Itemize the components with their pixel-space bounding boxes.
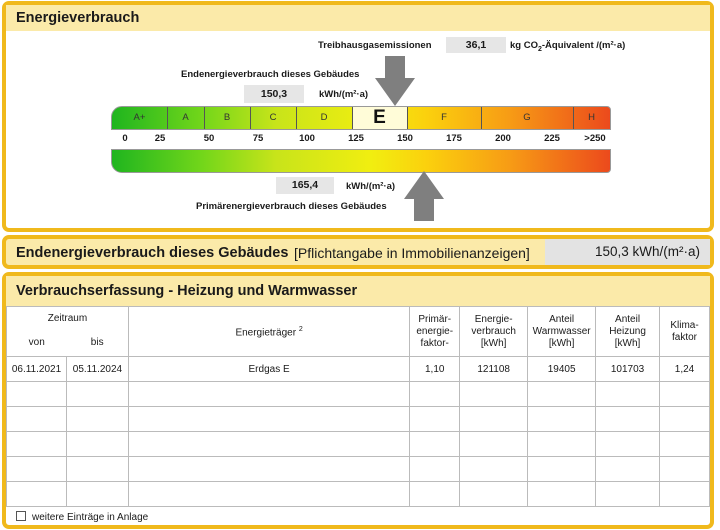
primary-energy-unit: kWh/(m²·a) <box>346 181 396 192</box>
empty-cell <box>460 407 528 432</box>
empty-cell <box>460 432 528 457</box>
empty-cell <box>460 457 528 482</box>
scale-tick: 50 <box>203 133 215 144</box>
empty-cell <box>128 432 409 457</box>
class-a: A <box>182 112 189 123</box>
cell-carrier: Erdgas E <box>128 357 409 382</box>
end-energy-value: 150,3 <box>244 85 304 103</box>
consumption-rows <box>7 357 710 507</box>
empty-cell <box>528 382 596 407</box>
more-entries-label: weitere Einträge in Anlage <box>32 512 149 523</box>
primary-energy-value: 165,4 <box>276 177 334 194</box>
more-entries-checkbox[interactable] <box>16 511 26 521</box>
scale-tick: >250 <box>584 133 606 144</box>
header-carrier: Energieträger $^2$ <box>128 307 409 357</box>
cell-pef: 1,10 <box>410 357 460 382</box>
scale-tick: 0 <box>122 133 128 144</box>
scale-tick: 75 <box>252 133 264 144</box>
class-divider <box>573 107 574 129</box>
class-divider <box>407 107 408 129</box>
primary-energy-arrow <box>404 171 444 221</box>
class-divider <box>250 107 251 129</box>
class-divider <box>296 107 297 129</box>
efficiency-scale-lower <box>111 149 611 173</box>
class-divider <box>167 107 168 129</box>
table-row <box>7 357 710 382</box>
empty-cell <box>7 457 67 482</box>
class-divider <box>481 107 482 129</box>
header-heating: Anteil Heizung [kWh] <box>596 307 660 357</box>
empty-cell <box>460 382 528 407</box>
header-climate: Klima- faktor <box>660 307 710 357</box>
scale-tick: 100 <box>299 133 315 144</box>
cell-from: 06.11.2021 <box>7 357 67 382</box>
more-entries[interactable] <box>16 511 148 523</box>
end-energy-label: Endenergieverbrauch dieses Gebäudes <box>181 69 360 80</box>
empty-cell <box>528 457 596 482</box>
ghg-unit: kg $CO_2$-Äquivalent /(m²·a) <box>510 40 626 53</box>
empty-cell <box>596 432 660 457</box>
efficiency-scale <box>111 106 611 130</box>
consumption-table <box>6 306 710 507</box>
scale-tick: 200 <box>495 133 511 144</box>
class-b: B <box>223 112 231 123</box>
empty-cell <box>66 407 128 432</box>
cell-water: 19405 <box>528 357 596 382</box>
empty-cell <box>596 382 660 407</box>
cell-heating: 101703 <box>596 357 660 382</box>
table-row-empty <box>7 482 710 507</box>
table-row-empty <box>7 432 710 457</box>
empty-cell <box>410 432 460 457</box>
cell-to: 05.11.2024 <box>66 357 128 382</box>
class-g: G <box>523 112 531 123</box>
scale-tick: 25 <box>154 133 166 144</box>
class-divider <box>204 107 205 129</box>
class-h: H <box>588 112 595 123</box>
summary-value: 150,3 kWh/(m²·a) <box>545 239 710 265</box>
empty-cell <box>7 382 67 407</box>
empty-cell <box>528 407 596 432</box>
end-energy-arrow <box>375 56 415 106</box>
empty-cell <box>128 382 409 407</box>
table-row-empty <box>7 407 710 432</box>
empty-cell <box>460 482 528 507</box>
end-energy-unit: kWh/(m²·a) <box>319 89 369 100</box>
empty-cell <box>660 407 710 432</box>
class-d: D <box>320 112 328 123</box>
empty-cell <box>596 457 660 482</box>
table-row-empty <box>7 457 710 482</box>
empty-cell <box>660 457 710 482</box>
energy-panel-title: Energieverbrauch <box>6 5 710 31</box>
primary-energy-label: Primärenergieverbrauch dieses Gebäudes <box>196 201 387 212</box>
empty-cell <box>66 457 128 482</box>
empty-cell <box>128 482 409 507</box>
empty-cell <box>596 407 660 432</box>
empty-cell <box>410 482 460 507</box>
ghg-label: Treibhausgasemissionen <box>318 40 432 51</box>
summary-title: Endenergieverbrauch dieses Gebäudes <box>16 245 289 261</box>
energy-panel <box>2 1 714 232</box>
empty-cell <box>66 382 128 407</box>
header-to: bis <box>66 331 128 357</box>
class-c: C <box>269 112 277 123</box>
class-aplus: A+ <box>133 112 146 123</box>
cell-climate: 1,24 <box>660 357 710 382</box>
class-divider <box>352 107 353 129</box>
empty-cell <box>128 457 409 482</box>
scale-tick: 175 <box>446 133 462 144</box>
empty-cell <box>66 432 128 457</box>
header-water: Anteil Warmwasser [kWh] <box>528 307 596 357</box>
empty-cell <box>66 482 128 507</box>
empty-cell <box>660 482 710 507</box>
empty-cell <box>7 432 67 457</box>
class-f: F <box>441 112 447 123</box>
end-energy-summary <box>2 235 714 269</box>
empty-cell <box>7 407 67 432</box>
summary-note: [Pflichtangabe in Immobilienanzeigen] <box>294 245 530 261</box>
empty-cell <box>528 482 596 507</box>
ghg-value: 36,1 <box>446 37 506 53</box>
cell-consumption: 121108 <box>460 357 528 382</box>
scale-tick: 125 <box>348 133 364 144</box>
consumption-panel-title: Verbrauchserfassung - Heizung und Warmwasser <box>6 276 710 306</box>
scale-tick: 225 <box>544 133 560 144</box>
empty-cell <box>660 382 710 407</box>
header-from: von <box>7 331 67 357</box>
consumption-panel <box>2 272 714 529</box>
empty-cell <box>410 457 460 482</box>
table-row-empty <box>7 382 710 407</box>
header-pef: Primär- energie- faktor- <box>410 307 460 357</box>
empty-cell <box>128 407 409 432</box>
empty-cell <box>7 482 67 507</box>
header-consumption: Energie- verbrauch [kWh] <box>460 307 528 357</box>
empty-cell <box>410 382 460 407</box>
empty-cell <box>660 432 710 457</box>
empty-cell <box>410 407 460 432</box>
class-e: E <box>352 107 407 129</box>
empty-cell <box>528 432 596 457</box>
scale-tick: 150 <box>397 133 413 144</box>
header-period: Zeitraum <box>7 307 129 331</box>
empty-cell <box>596 482 660 507</box>
